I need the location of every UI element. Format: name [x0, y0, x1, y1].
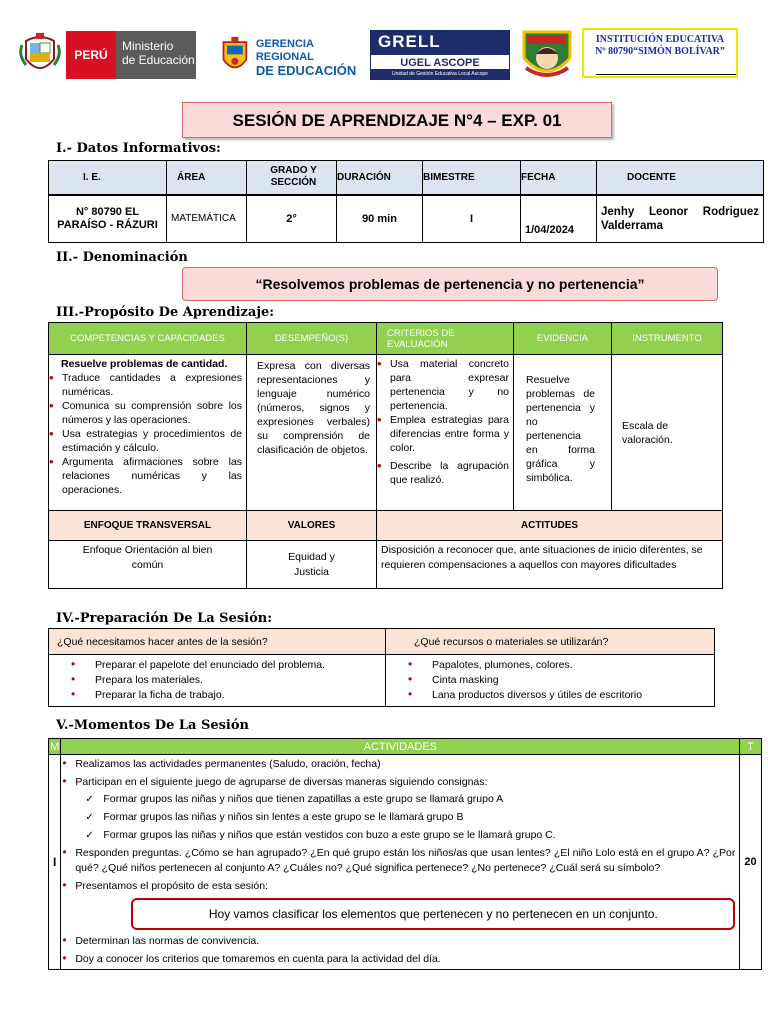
- header-fecha: FECHA: [521, 161, 597, 195]
- institucion-line1: INSTITUCIÓN EDUCATIVA: [595, 34, 725, 45]
- header-grado: GRADO Y SECCIÓN: [247, 161, 337, 195]
- header-instrumento: INSTRUMENTO: [612, 323, 723, 355]
- list-item: • Presentamos el propósito de esta sesión:: [65, 879, 735, 894]
- header-preparacion: ¿Qué necesitamos hacer antes de la sesión?: [49, 629, 386, 655]
- institucion-box: [582, 28, 738, 78]
- cell-grado: 2°: [247, 195, 337, 243]
- list-item: • Lana productos diversos y útiles de escritorio: [408, 688, 714, 703]
- header-competencias: COMPETENCIAS Y CAPACIDADES: [49, 323, 247, 355]
- peru-shield-icon: [18, 31, 62, 79]
- list-item: • Determinan las normas de convivencia.: [65, 934, 735, 949]
- table-row: [49, 355, 723, 511]
- list-item: • Preparar la ficha de trabajo.: [71, 688, 385, 703]
- table-row: [49, 541, 723, 589]
- table-header-row: [49, 323, 723, 355]
- datos-table: [48, 160, 764, 243]
- school-crest-icon: [518, 28, 576, 84]
- cell-bimestre: I: [423, 195, 521, 243]
- list-item: • Usa material concreto para expresar pertenencia y no pertenencia.: [381, 357, 509, 413]
- ministerio-label: Ministerio de Educación: [116, 31, 196, 79]
- momentos-table: [48, 738, 762, 970]
- list-item: • Prepara los materiales.: [71, 673, 385, 688]
- gerencia-line1: GERENCIA REGIONAL: [255, 37, 314, 63]
- list-item: • Describe la agrupación que realizó.: [381, 459, 509, 487]
- proposito-table: [48, 322, 723, 589]
- ugel-logo: [370, 30, 510, 80]
- peru-label: PERÚ: [66, 31, 116, 79]
- header-recursos: ¿Qué recursos o materiales se utilizarán?: [386, 629, 715, 655]
- cell-duracion: 90 min: [337, 195, 423, 243]
- cell-actitudes: Disposición a reconocer que, ante situaciones de inicio diferentes, se requieren compensaciones a aquellos con mayores dificultades: [377, 541, 723, 589]
- gerencia-line2: DE EDUCACIÓN: [255, 62, 357, 78]
- section2-heading: II.- Denominación: [56, 250, 188, 265]
- table-header-row: [49, 629, 715, 655]
- list-item: • Realizamos las actividades permanentes (Saludo, oración, fecha): [65, 757, 735, 772]
- list-item: • Papalotes, plumones, colores.: [408, 658, 714, 673]
- header-bimestre: BIMESTRE: [423, 161, 521, 195]
- cell-enfoque: Enfoque Orientación al bien común: [49, 541, 247, 589]
- grell-label: GRELL: [378, 32, 441, 51]
- header-criterios: CRITERIOS DE EVALUACIÓN: [377, 323, 514, 355]
- list-item: • Responden preguntas. ¿Cómo se han agrupado? ¿En qué grupo están los niños/as que usan lentes? ¿El niño Lolo está en el grupo A? ¿Por qué? ¿Qué niños pertenecen al conjunto A? ¿Cuáles no? ¿Qué significa pertenece? ¿No pertenece? ¿Cuál será su símbolo?: [65, 846, 735, 876]
- table-row: [49, 755, 762, 970]
- header-area: ÁREA: [167, 161, 247, 195]
- header-duracion: DURACIÓN: [337, 161, 423, 195]
- list-item: • Participan en el siguiente juego de agruparse de diversas maneras siguiendo consignas:: [65, 775, 735, 790]
- cell-criterios: [377, 355, 514, 511]
- section5-heading: V.-Momentos De La Sesión: [56, 718, 249, 733]
- cell-desempeno: Expresa con diversas representaciones y lenguaje numérico (números, signos y expresiones verbales) su comprensión de clasificación de objetos.: [247, 355, 377, 511]
- header-ie: I. E.: [49, 161, 167, 195]
- enfoque-header-row: [49, 511, 723, 541]
- table-header-row: [49, 739, 762, 755]
- ugel-label: UGEL ASCOPE: [370, 54, 510, 70]
- divider: [596, 74, 736, 75]
- minedu-logo: [18, 30, 200, 80]
- proposito-box: Hoy vamos clasificar los elementos que pertenecen y no pertenecen en un conjunto.: [131, 898, 735, 930]
- cell-momento: I: [49, 755, 61, 970]
- header-actividades: ACTIVIDADES: [61, 739, 740, 755]
- header-evidencia: EVIDENCIA: [514, 323, 612, 355]
- recursos-list: [408, 658, 714, 703]
- cell-preparacion: [49, 655, 386, 707]
- check-item: ✓ Formar grupos las niñas y niños que están vestidos con buzo a este grupo se le llamará grupo C.: [65, 828, 735, 843]
- cell-actividades: [61, 755, 740, 970]
- check-item: ✓ Formar grupos las niñas y niños sin lentes a este grupo se le llamará grupo B: [65, 810, 735, 825]
- denominacion-banner: “Resolvemos problemas de pertenencia y no pertenencia”: [182, 267, 718, 301]
- cell-instrumento: Escala de valoración.: [612, 355, 723, 511]
- preparacion-table: [48, 628, 715, 707]
- preparacion-list: [71, 658, 385, 703]
- header-momento: M: [50, 740, 60, 753]
- section1-heading: I.- Datos Informativos:: [56, 141, 221, 156]
- cell-tiempo: 20: [740, 755, 761, 970]
- cell-evidencia: Resuelve problemas de pertenencia y no pertenencia en forma gráfica y simbólica.: [514, 355, 612, 511]
- institucion-line2: Nº 80790“SIMÓN BOLÍVAR”: [595, 46, 725, 57]
- header-actitudes: ACTITUDES: [377, 511, 723, 541]
- check-item: ✓ Formar grupos las niñas y niños que tienen zapatillas a este grupo se llamará grupo A: [65, 792, 735, 807]
- section4-heading: IV.-Preparación De La Sesión:: [56, 611, 272, 626]
- list-item: • Comunica su comprensión sobre los números y las operaciones.: [53, 399, 242, 427]
- ugel-sub-label: Unidad de Gestión Educativa Local Ascope: [392, 71, 488, 77]
- cell-competencias: [49, 355, 247, 511]
- list-item: • Doy a conocer los criterios que tomaremos en cuenta para la actividad del día.: [65, 952, 735, 967]
- actividades-list: [65, 757, 735, 790]
- cell-fecha: 1/04/2024: [521, 195, 597, 243]
- list-item: • Traduce cantidades a expresiones numéricas.: [53, 371, 242, 399]
- list-item: • Emplea estrategias para diferencias entre forma y color.: [381, 413, 509, 455]
- header-valores: VALORES: [247, 511, 377, 541]
- table-row: [49, 655, 715, 707]
- header-desempeno: DESEMPEÑO(S): [247, 323, 377, 355]
- cell-valores: Equidad y Justicia: [247, 541, 377, 589]
- gerencia-regional-logo: [220, 34, 360, 80]
- list-item: • Preparar el papelote del enunciado del problema.: [71, 658, 385, 673]
- list-item: • Argumenta afirmaciones sobre las relaciones numéricas y las operaciones.: [53, 455, 242, 497]
- la-libertad-shield-icon: [220, 34, 250, 80]
- table-header-row: [49, 161, 764, 195]
- table-row: [49, 195, 764, 243]
- criterios-list: [381, 357, 509, 487]
- header-enfoque: ENFOQUE TRANSVERSAL: [49, 511, 247, 541]
- capacidades-list: [53, 371, 242, 497]
- page-title: SESIÓN DE APRENDIZAJE N°4 – EXP. 01: [182, 102, 612, 138]
- cell-ie: N° 80790 EL PARAÍSO - RÁZURI: [49, 195, 167, 243]
- consignas-list: [65, 792, 735, 843]
- header-tiempo: T: [740, 739, 761, 755]
- list-item: • Usa estrategias y procedimientos de estimación y cálculo.: [53, 427, 242, 455]
- section3-heading: III.-Propósito De Aprendizaje:: [56, 305, 275, 320]
- competencia-title: Resuelve problemas de cantidad.: [61, 358, 228, 370]
- list-item: • Cinta masking: [408, 673, 714, 688]
- cell-recursos: [386, 655, 715, 707]
- cell-docente: Jenhy Leonor Rodriguez Valderrama: [597, 195, 764, 243]
- header-docente: DOCENTE: [597, 161, 764, 195]
- cell-area: MATEMÁTICA: [167, 195, 247, 243]
